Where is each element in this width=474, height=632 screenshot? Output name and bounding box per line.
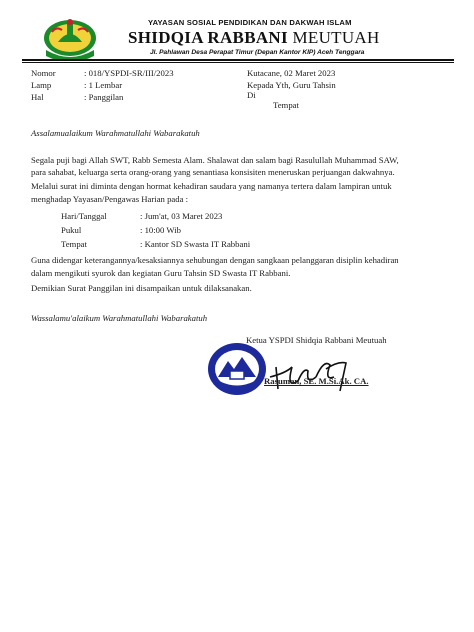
signature-stamp-area [206,337,406,401]
schedule-value-date: : Jum'at, 03 Maret 2023 [140,211,223,221]
hal-value: : Panggilan [84,92,124,102]
letterhead-address: Jl. Pahlawan Desa Perapat Timur (Depan Kantor KIP) Aceh Tenggara [150,49,365,56]
school-name-rest: MEUTUAH [292,28,380,47]
signatory-title: Ketua YSPDI Shidqia Rabbani Meutuah [246,335,387,345]
lamp-label: Lamp [31,80,52,90]
letter-date: Kutacane, 02 Maret 2023 [247,68,336,78]
letterhead-rule-thick [22,59,454,61]
paragraph-1-line-2: para sahabat, keluarga serta orang-orang yang senantiasa konsisiten meneruskan perjuangan dakwahnya. [31,167,395,177]
schedule-label-date: Hari/Tanggal [61,211,107,221]
recipient-place: Tempat [273,100,299,110]
organization-name: YAYASAN SOSIAL PENDIDIKAN DAN DAKWAH ISLAM [148,18,352,27]
paragraph-2-line-2: menghadap Yayasan/Pengawas Harian pada : [31,194,189,204]
paragraph-1-line-1: Segala puji bagi Allah SWT, Rabb Semesta Alam. Shalawat dan salam bagi Rasulullah Muhammad SAW, [31,155,399,165]
letterhead-rule-thin [22,62,454,63]
lamp-value: : 1 Lembar [84,80,123,90]
school-name [128,28,380,48]
greeting: Assalamualaikum Warahmatullahi Wabarakatuh [31,128,200,138]
schedule-label-time: Pukul [61,225,82,235]
schedule-label-place: Tempat [61,239,87,249]
foundation-stamp [208,343,266,395]
closing: Wassalamu'alaikum Warahmatullahi Wabarakatuh [31,313,208,323]
paragraph-2-line-1: Melalui surat ini diminta dengan hormat kehadiran saudara yang namanya tertera dalam lampiran untuk [31,181,392,191]
paragraph-3-line-2: dalam mengikuti syurok dan kegiatan Guru Tahsin SD Swasta IT Rabbani. [31,268,291,278]
recipient-di: Di [247,90,256,100]
schedule-value-time: : 10:00 Wib [140,225,181,235]
nomor-value: : 018/YSPDI-SR/III/2023 [84,68,174,78]
paragraph-4: Demikian Surat Panggilan ini disampaikan untuk dilaksanakan. [31,283,252,293]
school-name-bold: SHIDQIA RABBANI [128,28,288,47]
hal-label: Hal [31,92,44,102]
schedule-value-place: : Kantor SD Swasta IT Rabbani [140,239,251,249]
nomor-label: Nomor [31,68,56,78]
recipient-to: Kepada Yth, Guru Tahsin [247,80,336,90]
paragraph-3-line-1: Guna didengar keterangannya/kesaksiannya sehubungan dengan sangkaan pelanggaran disiplin kehadiran [31,255,399,265]
foundation-logo [38,12,102,60]
signatory-name: Rasuman, SE. M.Si.Ak. CA. [264,376,369,386]
